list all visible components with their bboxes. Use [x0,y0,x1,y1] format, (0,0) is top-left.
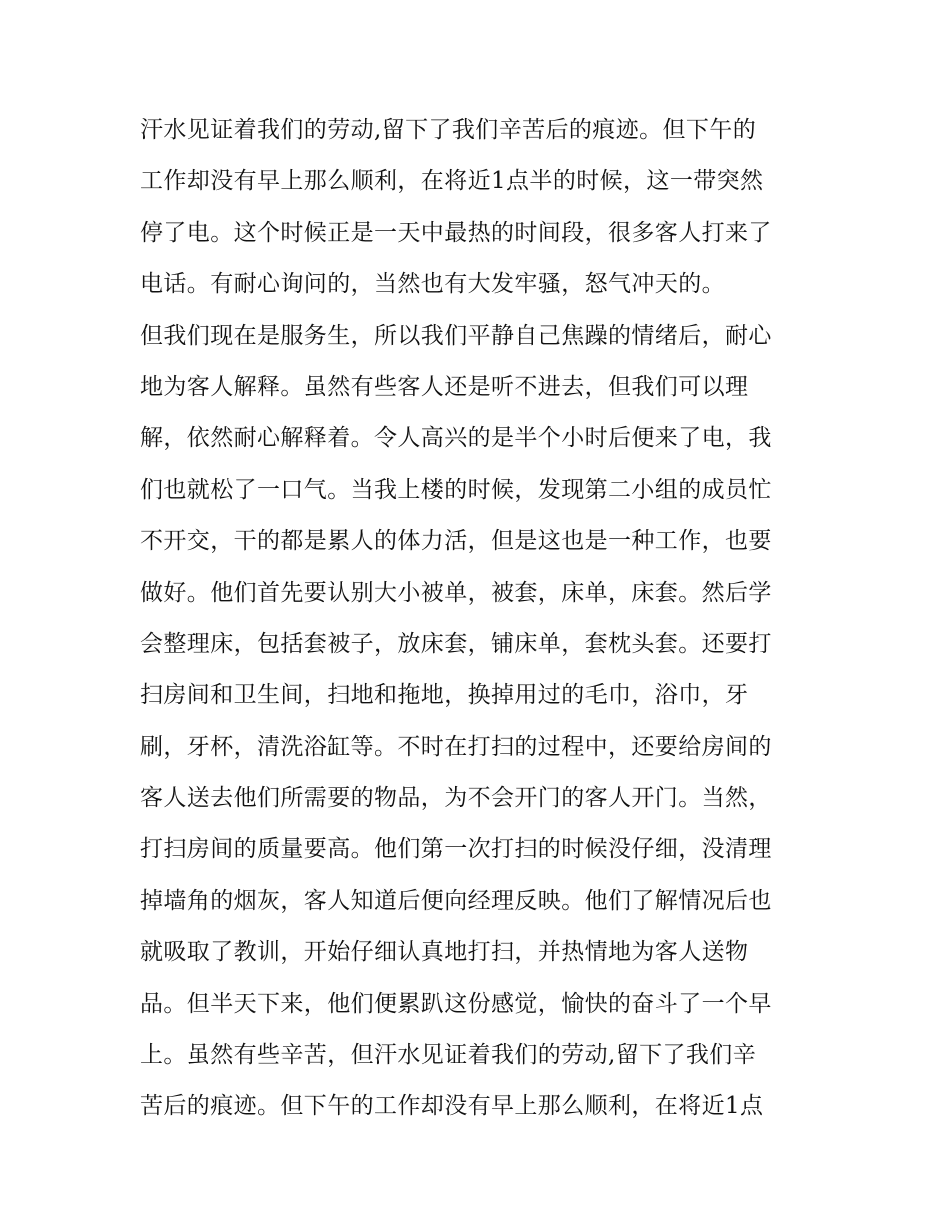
text-line: 不开交，干的都是累人的体力活，但是这也是一种工作，也要 [140,528,772,555]
text-line: 打扫房间的质量要高。他们第一次打扫的时候没仔细，没清理 [140,836,772,863]
body-text [140,105,820,1133]
text-line: 客人送去他们所需要的物品，为不会开门的客人开门。当然， [140,785,772,812]
text-line: 刷，牙杯，清洗浴缸等。不时在打扫的过程中，还要给房间的 [140,733,772,760]
text-line: 会整理床，包括套被子，放床套，铺床单，套枕头套。还要打 [140,630,772,657]
text-line: 品。但半天下来，他们便累趴这份感觉，愉快的奋斗了一个早 [140,990,772,1017]
text-line: 上。虽然有些辛苦，但汗水见证着我们的劳动,留下了我们辛 [140,1042,757,1069]
text-line: 做好。他们首先要认别大小被单，被套，床单，床套。然后学 [140,579,772,606]
text-line: 解，依然耐心解释着。令人高兴的是半个小时后便来了电，我 [140,425,772,452]
text-line: 就吸取了教训，开始仔细认真地打扫，并热情地为客人送物 [140,939,749,966]
text-line: 工作却没有早上那么顺利，在将近1点半的时候，这一带突然 [140,168,764,195]
text-line: 停了电。这个时候正是一天中最热的时间段，很多客人打来了 [140,219,772,246]
text-line: 电话。有耐心询问的，当然也有大发牢骚，怒气冲天的。 [140,271,725,298]
text-line: 掉墙角的烟灰，客人知道后便向经理反映。他们了解情况后也 [140,887,772,914]
text-line: 但我们现在是服务生，所以我们平静自己焦躁的情绪后，耐心 [140,322,772,349]
text-line: 苦后的痕迹。但下午的工作却没有早上那么顺利，在将近1点 [140,1093,764,1120]
text-line: 汗水见证着我们的劳动,留下了我们辛苦后的痕迹。但下午的 [140,117,757,143]
text-line: 扫房间和卫生间，扫地和拖地，换掉用过的毛巾，浴巾，牙 [140,682,749,709]
text-line: 们也就松了一口气。当我上楼的时候，发现第二小组的成员忙 [140,476,772,503]
text-line: 地为客人解释。虽然有些客人还是听不进去，但我们可以理 [140,373,749,400]
